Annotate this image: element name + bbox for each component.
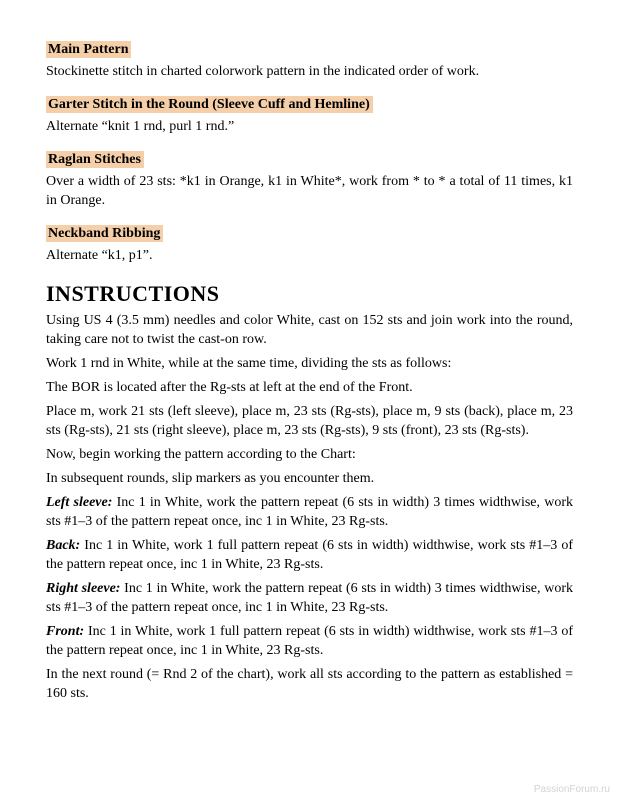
instruction-paragraph: The BOR is located after the Rg-sts at left at the end of the Front. [46, 380, 413, 395]
back-label: Back: [46, 538, 81, 553]
section-heading: Raglan Stitches [46, 151, 144, 168]
watermark: PassionForum.ru [533, 784, 610, 795]
right-sleeve-paragraph [46, 579, 573, 617]
section-heading: Garter Stitch in the Round (Sleeve Cuff and Hemline) [46, 96, 373, 113]
section-neckband-ribbing [46, 224, 573, 265]
back-text: Inc 1 in White, work 1 full pattern repeat (6 sts in width) widthwise, work sts #1–3 of the pattern repeat once, inc 1 in White, 23 Rg-sts. [46, 538, 573, 572]
left-sleeve-paragraph [46, 493, 573, 531]
front-paragraph [46, 622, 573, 660]
section-text: Alternate “k1, p1”. [46, 248, 153, 263]
left-sleeve-text: Inc 1 in White, work the pattern repeat (6 sts in width) 3 times widthwise, work sts #1–3 of the pattern repeat once, inc 1 in White, 23 Rg-sts. [46, 495, 573, 529]
instruction-paragraph: Using US 4 (3.5 mm) needles and color White, cast on 152 sts and join work into the round, taking care not to twist the cast-on row. [46, 313, 573, 347]
section-main-pattern [46, 40, 573, 81]
section-text: Stockinette stitch in charted colorwork pattern in the indicated order of work. [46, 64, 480, 79]
section-raglan-stitches [46, 150, 573, 210]
right-sleeve-text: Inc 1 in White, work the pattern repeat (6 sts in width) 3 times widthwise, work sts #1–3 of the pattern repeat once, inc 1 in White, 23 Rg-sts. [46, 581, 573, 615]
front-label: Front: [46, 624, 85, 639]
instruction-paragraph: Now, begin working the pattern according to the Chart: [46, 447, 356, 462]
right-sleeve-label: Right sleeve: [46, 581, 121, 596]
section-heading: Main Pattern [46, 41, 131, 58]
instruction-paragraph: Place m, work 21 sts (left sleeve), place m, 23 sts (Rg-sts), place m, 9 sts (back), place m, 23 sts (Rg-sts), 21 sts (right sleeve), place m, 23 sts (Rg-sts), 9 sts (front), 23 sts (Rg-sts). [46, 404, 573, 438]
instructions-title: INSTRUCTIONS [46, 281, 220, 306]
section-text: Over a width of 23 sts: *k1 in Orange, k1 in White*, work from * to * a total of 11 times, k1 in Orange. [46, 174, 573, 208]
instruction-paragraph: Work 1 rnd in White, while at the same time, dividing the sts as follows: [46, 356, 452, 371]
document-page [46, 40, 573, 708]
instruction-paragraph: In the next round (= Rnd 2 of the chart), work all sts according to the pattern as established = 160 sts. [46, 667, 573, 701]
instruction-paragraph: In subsequent rounds, slip markers as you encounter them. [46, 471, 375, 486]
back-paragraph [46, 536, 573, 574]
section-heading: Neckband Ribbing [46, 225, 163, 242]
section-text: Alternate “knit 1 rnd, purl 1 rnd.” [46, 119, 235, 134]
front-text: Inc 1 in White, work 1 full pattern repeat (6 sts in width) widthwise, work sts #1–3 of the pattern repeat once, inc 1 in White, 23 Rg-sts. [46, 624, 573, 658]
section-garter-stitch [46, 95, 573, 136]
left-sleeve-label: Left sleeve: [46, 495, 113, 510]
